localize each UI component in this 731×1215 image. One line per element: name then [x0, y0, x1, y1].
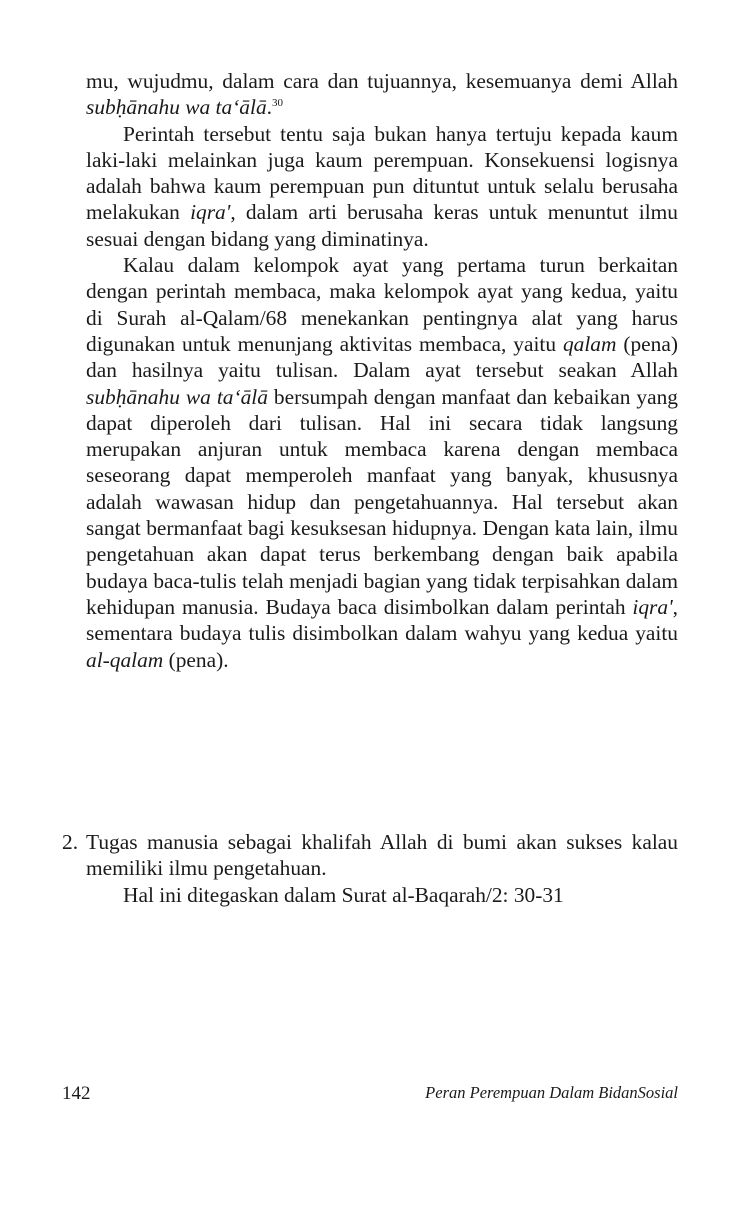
paragraph-1: Perintah tersebut tentu saja bukan hanya tertuju kepada kaum laki-laki melainkan juga kaum perempuan. Konsekuensi logisnya adalah bahwa kaum perempuan pun dituntut untuk selalu berusaha melakukan iqra', dalam arti berusaha keras untuk menuntut ilmu sesuai dengan bidang yang diminatinya.: [86, 121, 678, 251]
paragraph-2: Kalau dalam kelompok ayat yang pertama turun berkaitan dengan perintah membaca, maka kelompok ayat yang kedua, yaitu di Surah al-Qalam/68 menekankan pentingnya alat yang harus digunakan untuk menunjang aktivitas membaca, yaitu qalam (pena) dan hasilnya yaitu tulisan. Dalam ayat tersebut seakan Allah subḥānahu wa ta‘ālā bersumpah dengan manfaat dan kebaikan yang dapat diperoleh dari tulisan. Hal ini secara tidak langsung merupakan anjuran untuk membaca karena dengan membaca seseorang dapat memperoleh manfaat yang banyak, khususnya adalah wawasan hidup dan pengetahuannya. Hal tersebut akan sangat bermanfaat bagi kesuksesan hidupnya. Dengan kata lain, ilmu pengetahuan akan dapat terus berkembang dengan baik apabila budaya baca-tulis telah menjadi bagian yang tidak terpisahkan dalam kehidupan manusia. Budaya baca disimbolkan dalam perintah iqra', sementara budaya tulis disimbolkan dalam wahyu yang kedua yaitu al-qalam (pena).: [86, 253, 679, 672]
item-followup: Hal ini ditegaskan dalam Surat al-Baqarah/2: 30-31: [123, 882, 564, 907]
numbered-item-2: [62, 829, 678, 908]
item-text: Tugas manusia sebagai khalifah Allah di bumi akan sukses kalau memiliki ilmu pengetahuan.: [86, 830, 678, 881]
item-number: 2.: [62, 830, 79, 854]
body-text: [86, 68, 678, 673]
paragraph-continuation: mu, wujudmu, dalam cara dan tujuannya, kesemuanya demi Allah subḥānahu wa ta‘ālā.$^{30}$: [86, 69, 678, 120]
italic-term: iqra': [632, 594, 673, 619]
italic-term: qalam: [562, 331, 617, 356]
page-number: 142: [62, 1083, 91, 1104]
italic-term: al-qalam: [86, 647, 164, 672]
footnote-marker: 30: [272, 97, 283, 110]
italic-term: subḥānahu wa ta‘ālā: [86, 384, 268, 409]
running-title: Peran Perempuan Dalam BidanSosial: [425, 1083, 678, 1102]
italic-term: subḥānahu wa ta‘ālā: [86, 95, 267, 120]
italic-term: iqra': [190, 200, 231, 225]
